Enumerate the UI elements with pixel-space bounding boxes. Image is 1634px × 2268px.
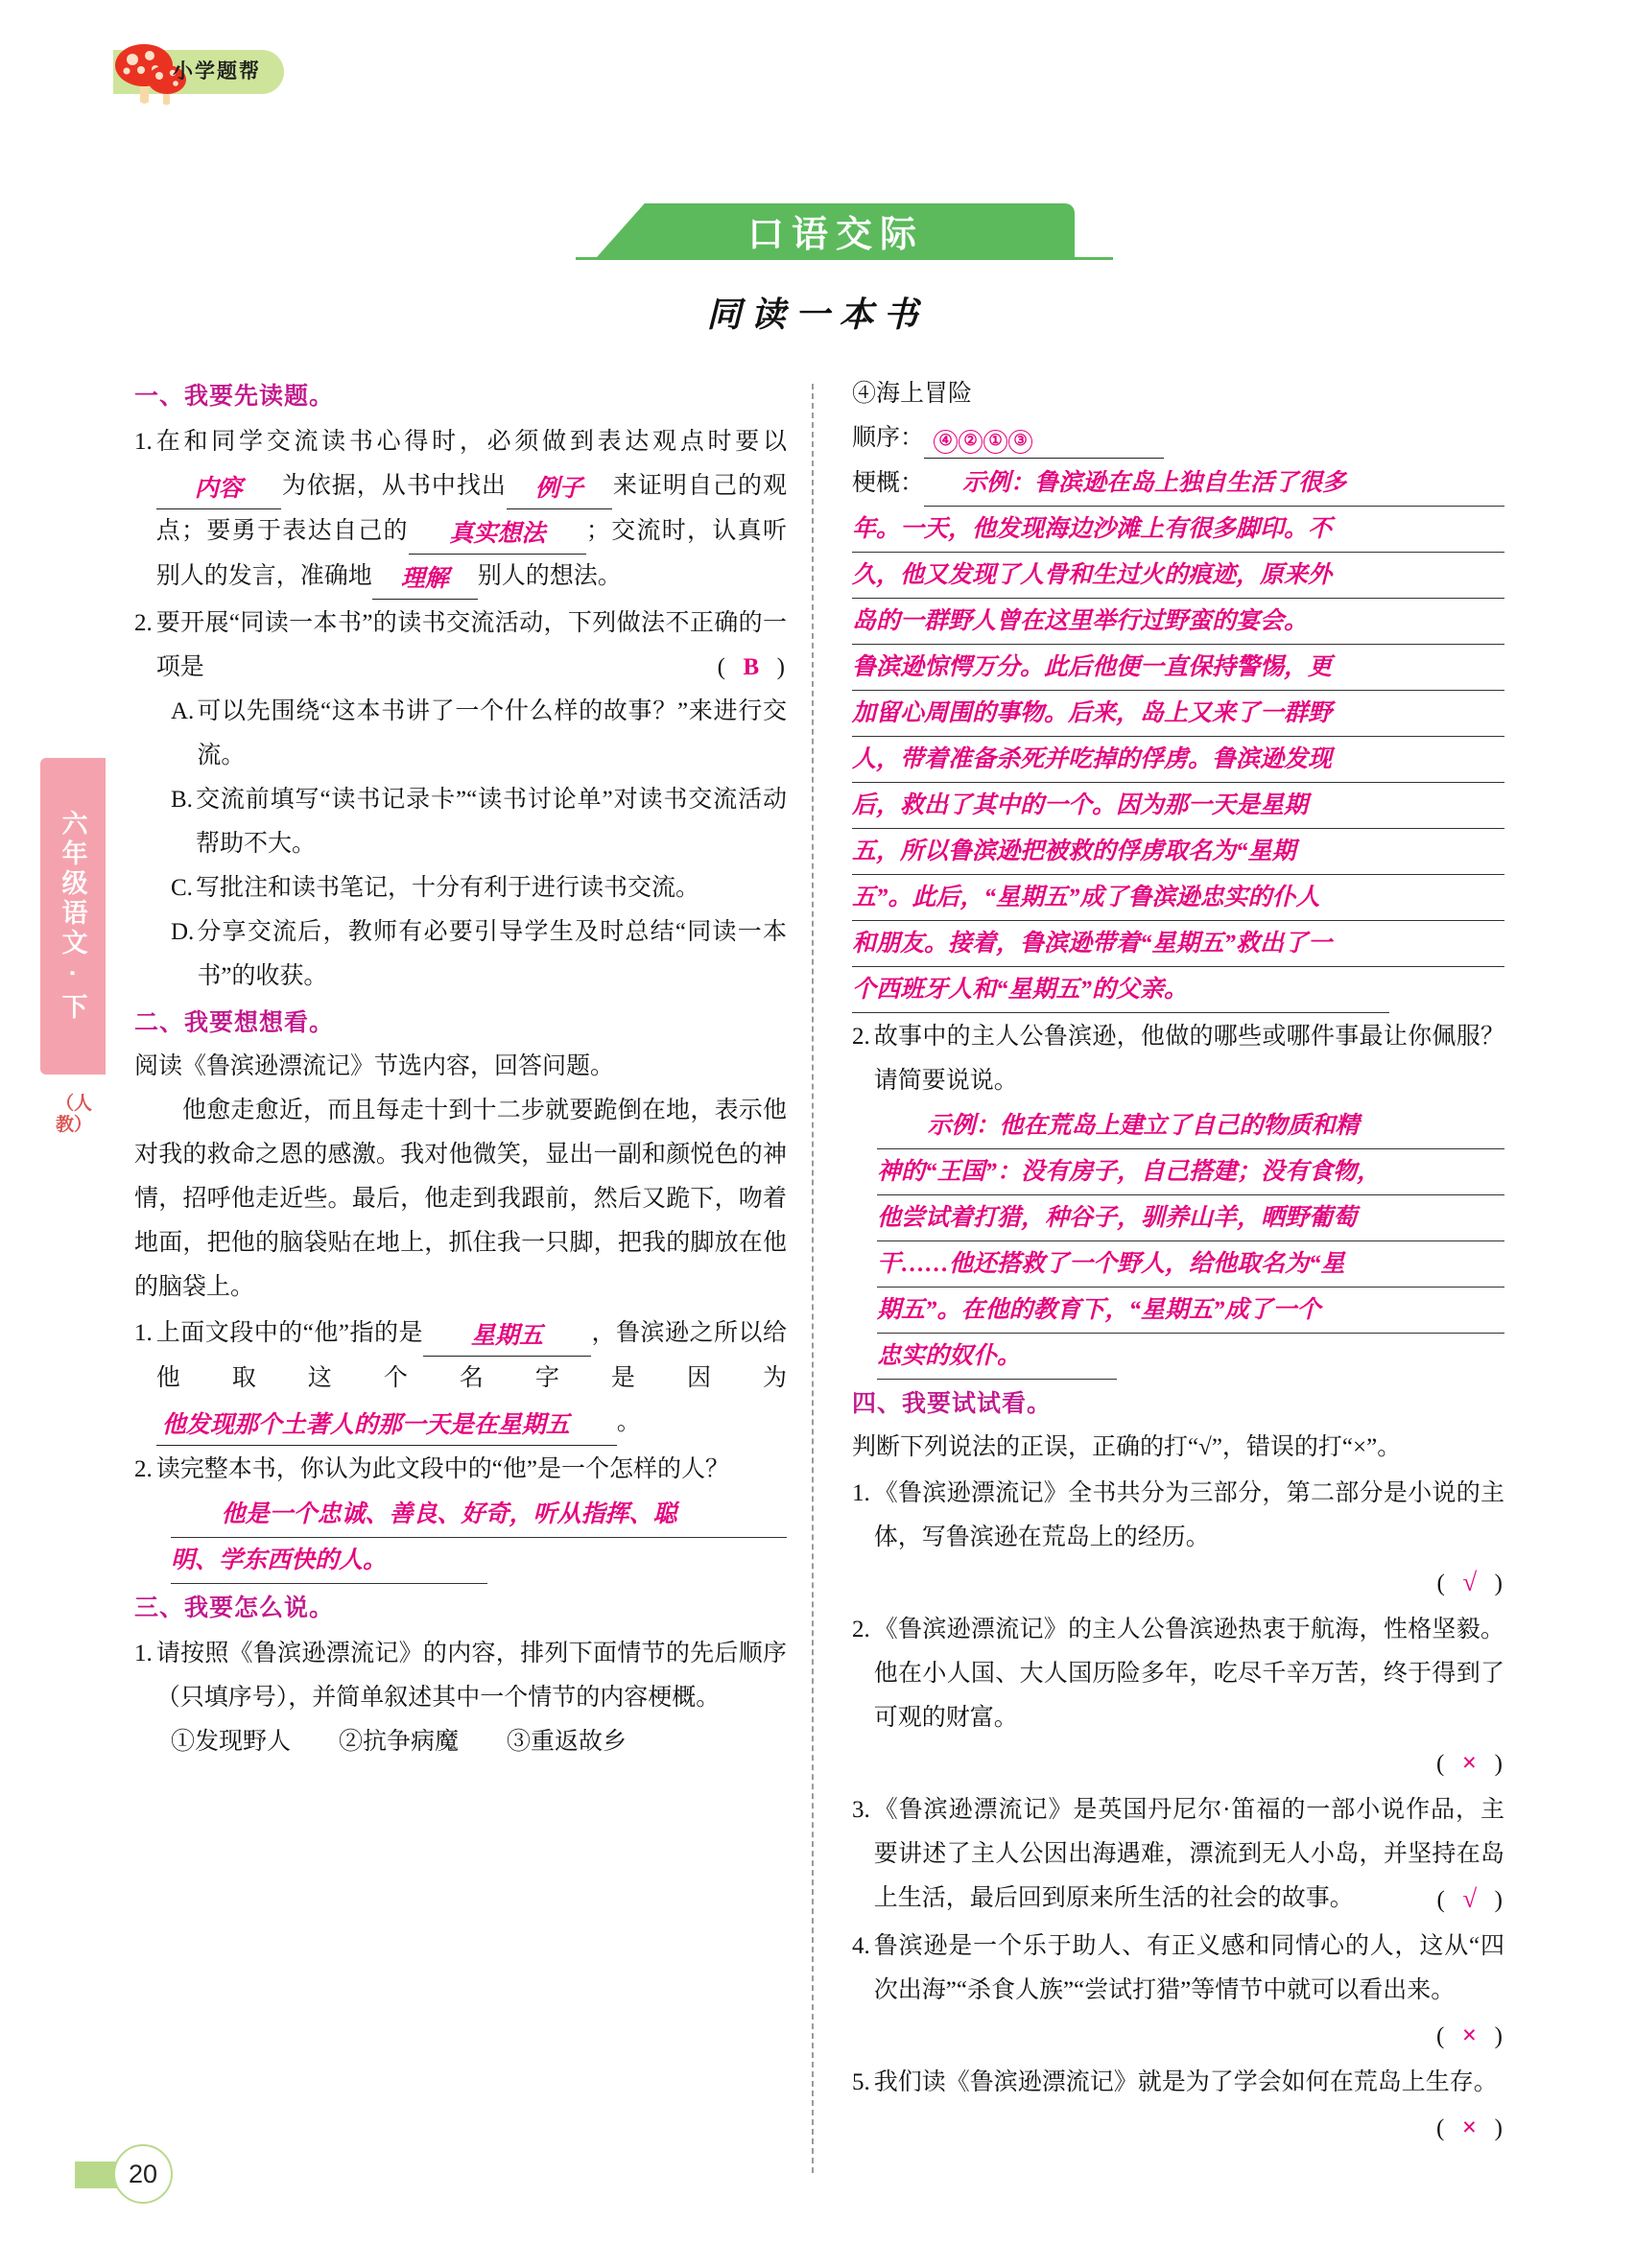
tf-item-2 [852, 1608, 1504, 1786]
answer-line: 忠实的奴仆。 [877, 1334, 1117, 1380]
tf-item-1 [852, 1472, 1504, 1606]
publisher-label: （人教） [55, 1094, 92, 1135]
summary-line-12: 个西班牙人和“星期五”的父亲。 [852, 967, 1389, 1013]
order-circle-3: ① [983, 430, 1007, 454]
q1-blank-4[interactable]: 理解 [372, 560, 478, 600]
plot-item-4: ④海上冒险 [852, 381, 973, 407]
section-4-intro: 判断下列说法的正误，正确的打“√”，错误的打“×”。 [852, 1434, 1402, 1460]
tf-answer-paren[interactable]: ( √ ) [1436, 1884, 1504, 1913]
q1-blank-2[interactable]: 例子 [507, 470, 612, 509]
question-text: 请按照《鲁滨逊漂流记》的内容，排列下面情节的先后顺序（只填序号），并简单叙述其中一个情节的内容梗概。 [155, 1641, 787, 1711]
summary-line-11: 和朋友。接着，鲁滨逊带着“星期五”救出了一 [852, 921, 1504, 967]
summary-label: 梗概： [852, 470, 925, 496]
question-text [874, 1608, 1504, 1786]
question-text: 读完整本书，你认为此文段中的“他”是一个怎样的人？ [155, 1456, 729, 1482]
order-circle-1: ④ [934, 430, 958, 454]
question-text [874, 1788, 1504, 1923]
summary-line-8: 后，救出了其中的一个。因为那一天是星期 [852, 783, 1504, 829]
q1-part3: 来证明自己的观点；要勇于表达自己的 [155, 473, 787, 544]
summary-line-2: 年。一天，他发现海边沙滩上有很多脚印。不 [852, 507, 1504, 553]
tf-answer: × [1461, 2020, 1480, 2049]
section-2-intro: 阅读《鲁滨逊漂流记》节选内容，回答问题。 [134, 1053, 615, 1079]
q1-part5: 别人的想法。 [477, 563, 622, 589]
question-3-1 [134, 1632, 787, 1720]
question-text [156, 1311, 787, 1446]
q2-stem: 要开展“同读一本书”的读书交流活动，下列做法不正确的一项是 [155, 610, 787, 680]
tf-text: 鲁滨逊是一个乐于助人、有正义感和同情心的人，这从“四次出海”“杀食人族”“尝试打猎”等情节中就可以看出来。 [873, 1933, 1504, 2003]
question-number: 2. [852, 1617, 870, 1642]
s2q1-blank-2[interactable]: 他发现那个土著人的那一天是在星期五 [156, 1406, 617, 1446]
option-key: A. [171, 698, 195, 724]
option-a[interactable] [134, 690, 787, 778]
question-1-1 [134, 420, 787, 600]
question-text: 故事中的主人公鲁滨逊，他做的哪些或哪件事最让你佩服？请简要说说。 [873, 1024, 1504, 1094]
question-text [156, 420, 787, 600]
question-number: 1. [134, 1320, 153, 1346]
summary-line-10: 五”。此后，“星期五”成了鲁滨逊忠实的仆人 [852, 875, 1504, 921]
tf-item-5 [852, 2061, 1504, 2151]
question-number: 3. [852, 1797, 870, 1823]
section-heading-2: 二、我要想想看。 [134, 1009, 335, 1036]
tf-answer: √ [1462, 1568, 1480, 1596]
right-column [852, 372, 1504, 2151]
q1-blank-3[interactable]: 真实想法 [409, 515, 586, 555]
banner-underline [576, 257, 1113, 260]
tf-text: 我们读《鲁滨逊漂流记》就是为了学会如何在荒岛上生存。 [873, 2069, 1498, 2095]
option-text: 可以先围绕“这本书讲了一个什么样的故事？”来进行交流。 [197, 698, 787, 768]
summary-line-9: 五，所以鲁滨逊把被救的俘虏取名为“星期 [852, 829, 1504, 875]
summary-line-5: 鲁滨逊惊愕万分。此后他便一直保持警惕，更 [852, 645, 1504, 691]
order-label: 顺序： [852, 425, 925, 451]
question-2-1 [134, 1311, 787, 1446]
tf-answer: √ [1462, 1884, 1480, 1913]
tf-item-4 [852, 1925, 1504, 2059]
answer-line: 他尝试着打猎，种谷子，驯养山羊，晒野葡萄 [877, 1195, 1504, 1241]
order-circle-2: ② [959, 430, 983, 454]
option-key: C. [171, 875, 193, 901]
page-number: 20 [113, 2144, 173, 2204]
option-key: D. [171, 919, 195, 945]
right-q2-answer-area[interactable] [852, 1103, 1504, 1380]
question-text [874, 1472, 1504, 1606]
question-text [156, 602, 787, 690]
option-text: 分享交流后，教师有必要引导学生及时总结“同读一本书”的收获。 [197, 919, 787, 989]
tf-answer-paren[interactable]: ( √ ) [1436, 1568, 1504, 1596]
tf-answer-paren[interactable]: ( × ) [1435, 2020, 1504, 2049]
summary-line-6: 加留心周围的事物。后来，岛上又来了一群野 [852, 691, 1504, 737]
left-column [134, 372, 787, 1764]
answer-line: 他是一个忠诚、善良、好奇，听从指挥、聪 [171, 1492, 787, 1538]
tf-answer: × [1461, 2113, 1480, 2141]
order-answer-row [852, 416, 1504, 461]
option-c[interactable] [134, 866, 787, 910]
answer-line: 明、学东西快的人。 [171, 1538, 487, 1584]
q1-blank-1[interactable]: 内容 [156, 470, 281, 509]
option-text: 交流前填写“读书记录卡”“读书讨论单”对读书交流活动帮助不大。 [195, 787, 787, 857]
tf-text: 《鲁滨逊漂流记》的主人公鲁滨逊热衷于航海，性格坚毅。他在小人国、大人国历险多年，吃尽千辛万苦，终于得到了可观的财富。 [873, 1617, 1504, 1731]
section-heading-3: 三、我要怎么说。 [134, 1595, 335, 1621]
answer-line: 神的“王国”：没有房子，自己搭建；没有食物， [877, 1149, 1504, 1195]
question-2-2 [134, 1448, 787, 1492]
summary-answer-block[interactable] [852, 461, 1504, 507]
grade-side-tab-label: 六年级语文 · 下 [58, 810, 87, 1023]
q1-part2: 为依据，从书中找出 [280, 473, 507, 499]
answer-line: 示例：他在荒岛上建立了自己的物质和精 [877, 1103, 1504, 1149]
s2q1-part1: 上面文段中的“他”指的是 [155, 1320, 423, 1346]
page-subtitle: 同读一本书 [706, 295, 928, 334]
question-number: 5. [852, 2069, 870, 2095]
question-text [874, 2061, 1504, 2151]
q2-answer-paren: ( B ) [717, 654, 787, 680]
question-number: 1. [134, 429, 153, 455]
question-number: 2. [134, 610, 153, 636]
option-d[interactable] [134, 910, 787, 999]
tf-item-3 [852, 1788, 1504, 1923]
s2q1-part2: ，鲁滨逊之所以给他取这个名字是因为 [155, 1320, 787, 1391]
summary-line-4: 岛的一群野人曾在这里举行过野蛮的宴会。 [852, 599, 1504, 645]
tf-answer: × [1461, 1748, 1480, 1777]
right-question-2 [852, 1015, 1504, 1103]
answer-line: 干……他还搭救了一个野人，给他取名为“星 [877, 1241, 1504, 1288]
banner-title: 口语交际 [746, 214, 924, 255]
section-heading-1: 一、我要先读题。 [134, 383, 335, 410]
q1-part4: ；交流时，认真听别人的发言，准确地 [155, 518, 787, 589]
s2q1-blank-1[interactable]: 星期五 [423, 1317, 591, 1357]
s2q2-answer-area[interactable] [134, 1492, 787, 1584]
summary-line-1: 示例：鲁滨逊在岛上独自生活了很多 [924, 461, 1504, 507]
reading-passage: 他愈走愈近，而且每走十到十二步就要跪倒在地，表示他对我的救命之恩的感激。我对他微笑，显出一副和颜悦色的神情，招呼他走近些。最后，他走到我跟前，然后又跪下，吻着地面，把他的脑袋贴在地上，抓住我一只脚，把我的脚放在他的脑袋上。 [134, 1098, 787, 1300]
summary-answer-lines[interactable] [852, 507, 1504, 1013]
tf-answer-paren[interactable]: ( × ) [1435, 1748, 1504, 1777]
tf-text: 《鲁滨逊漂流记》是英国丹尼尔·笛福的一部小说作品，主要讲述了主人公因出海遇难，漂流到无人小岛，并坚持在岛上生活，最后回到原来所生活的社会的故事。 [873, 1797, 1504, 1911]
s2q1-part3: 。 [616, 1409, 641, 1435]
question-1-2 [134, 602, 787, 690]
question-number: 4. [852, 1933, 870, 1959]
section-banner [576, 203, 1075, 263]
tf-answer-paren[interactable]: ( × ) [1435, 2113, 1504, 2141]
q1-part1: 在和同学交流读书心得时，必须做到表达观点时要以 [155, 429, 787, 455]
summary-line-3: 久，他又发现了人骨和生过火的痕迹，原来外 [852, 553, 1504, 599]
question-number: 2. [134, 1456, 153, 1482]
summary-line-7: 人，带着准备杀死并吃掉的俘虏。鲁滨逊发现 [852, 737, 1504, 783]
brand-logo-text: 小学题帮 [173, 60, 261, 83]
question-number: 1. [134, 1641, 153, 1666]
option-key: B. [171, 787, 193, 813]
q2-answer[interactable]: B [743, 654, 762, 680]
option-b[interactable] [134, 778, 787, 866]
option-text: 写批注和读书笔记，十分有利于进行读书交流。 [195, 875, 699, 901]
order-blank[interactable] [924, 419, 1164, 459]
question-text [874, 1925, 1504, 2059]
question-number: 1. [852, 1480, 870, 1506]
answer-line: 期五”。在他的教育下，“星期五”成了一个 [877, 1288, 1504, 1334]
question-number: 2. [852, 1024, 870, 1050]
plot-items-line: ①发现野人 ②抗争病魔 ③重返故乡 [171, 1729, 628, 1755]
section-heading-4: 四、我要试试看。 [852, 1390, 1053, 1417]
order-circle-4: ③ [1008, 430, 1032, 454]
column-divider [812, 384, 814, 2173]
tf-text: 《鲁滨逊漂流记》全书共分为三部分，第二部分是小说的主体，写鲁滨逊在荒岛上的经历。 [873, 1480, 1504, 1550]
